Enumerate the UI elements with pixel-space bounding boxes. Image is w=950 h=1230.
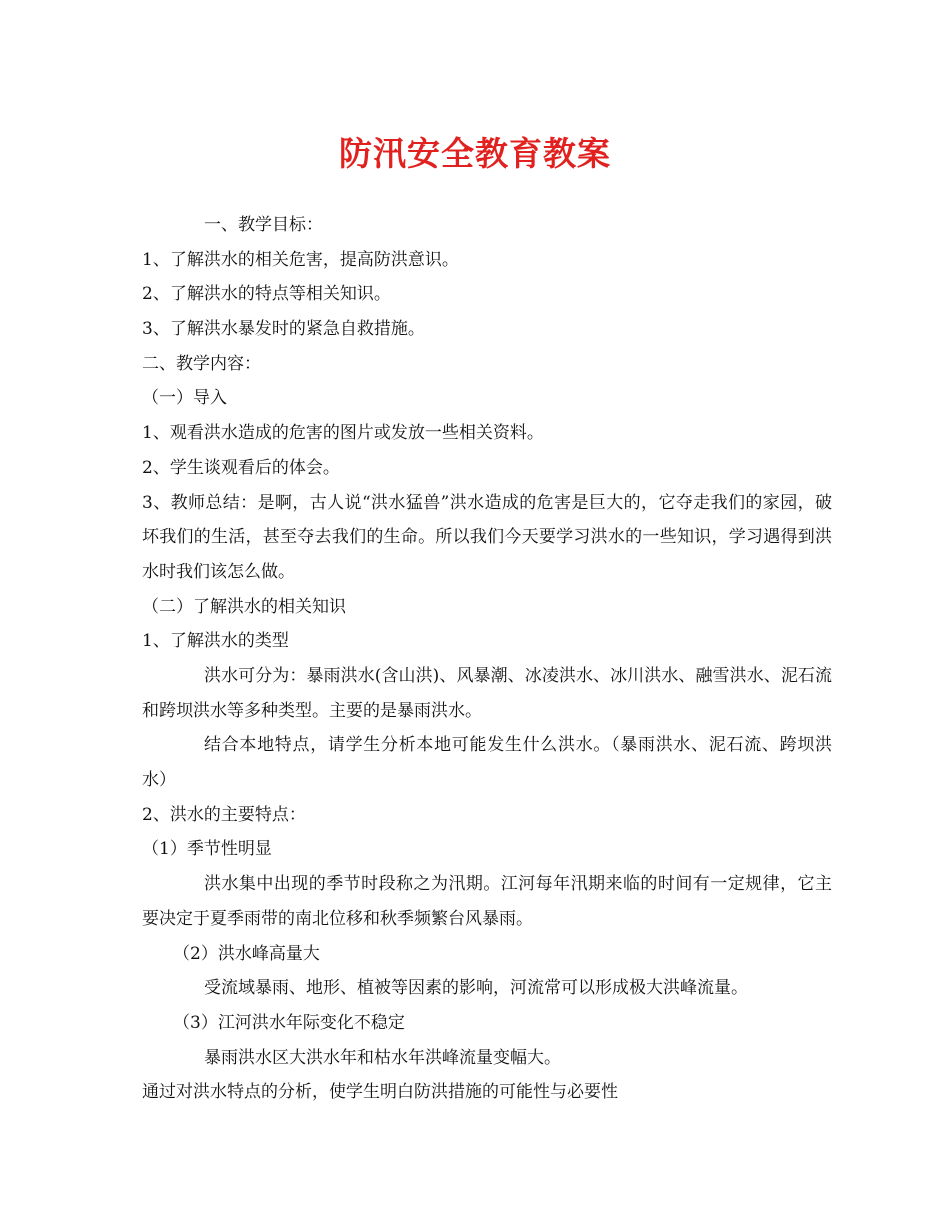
paragraph: 通过对洪水特点的分析，使学生明白防洪措施的可能性与必要性 [142,1082,618,1103]
paragraph: 受流域暴雨、地形、植被等因素的影响，河流常可以形成极大洪峰流量。 [204,978,748,999]
list-item: 1、了解洪水的相关危害，提高防洪意识。 [142,249,459,270]
list-item: 1、观看洪水造成的危害的图片或发放一些相关资料。 [142,423,544,444]
subsection-heading: （二）了解洪水的相关知识 [142,596,346,617]
list-item: 1、了解洪水的类型 [142,631,289,652]
point-heading: （3）江河洪水年际变化不稳定 [173,1012,405,1033]
subsection-heading: （一）导入 [142,388,227,409]
paragraph: 结合本地特点，请学生分析本地可能发生什么洪水。（暴雨洪水、泥石流、跨坝洪水） [142,735,832,791]
section-heading: 一、教学目标： [204,215,323,235]
document-title: 防汛安全教育教案 [339,134,611,173]
document-body [142,208,832,1110]
list-item: 3、了解洪水暴发时的紧急自救措施。 [142,319,425,340]
paragraph: 暴雨洪水区大洪水年和枯水年洪峰流量变幅大。 [204,1047,561,1068]
list-item: 2、洪水的主要特点： [142,804,306,825]
paragraph: 3、教师总结：是啊，古人说“洪水猛兽”洪水造成的危害是巨大的，它夺走我们的家园，破坏我们的生活，甚至夺去我们的生命。所以我们今天要学习洪水的一些知识，学习遇得到洪水时我们该怎么做。 [142,492,832,582]
paragraph: 洪水集中出现的季节时段称之为汛期。江河每年汛期来临的时间有一定规律，它主要决定于夏季雨带的南北位移和秋季频繁台风暴雨。 [142,874,832,929]
list-item: 2、学生谈观看后的体会。 [142,457,340,478]
point-heading: （1）季节性明显 [142,839,272,860]
list-item: 2、了解洪水的特点等相关知识。 [142,284,391,305]
point-heading: （2）洪水峰高量大 [173,943,320,964]
section-heading: 二、教学内容： [142,353,261,374]
paragraph: 洪水可分为：暴雨洪水(含山洪)、风暴潮、冰凌洪水、冰川洪水、融雪洪水、泥石流和跨坝洪水等多种类型。主要的是暴雨洪水。 [142,665,832,721]
